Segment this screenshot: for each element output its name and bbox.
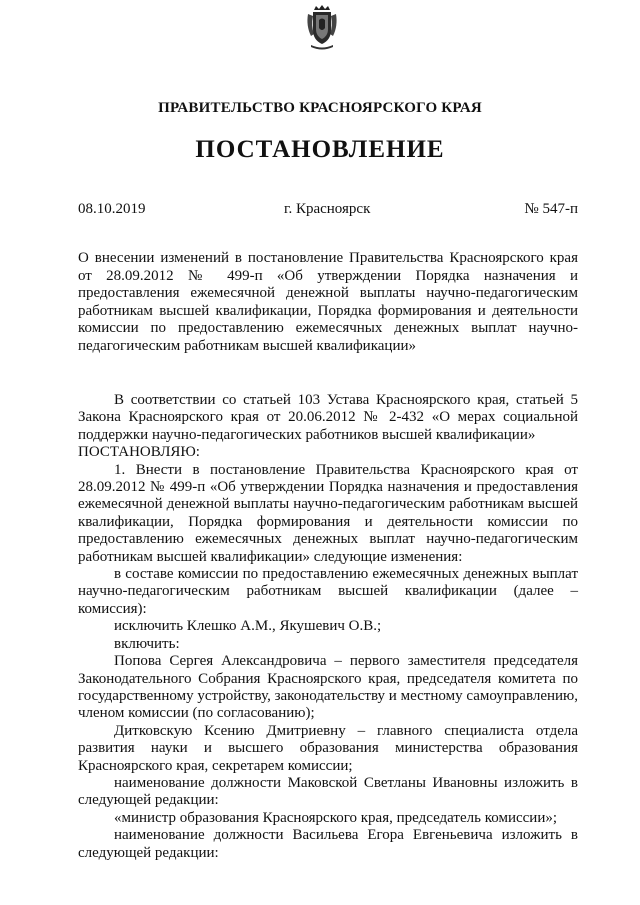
popov-paragraph: Попова Сергея Александровича – первого заместителя председателя Законодательного Собрания Красноярского края, председателя комитета по государственному устройству, законодательству и местному самоуправлению, членом комиссии (по согласованию);: [78, 653, 578, 722]
ditkovskaya-paragraph: Дитковскую Ксению Дмитриевну – главного специалиста отдела развития науки и высшего образования министерства образования Красноярского края, секретарем комиссии;: [78, 722, 578, 774]
vasiliev-paragraph: наименование должности Васильева Егора Евгеньевича изложить в следующей редакции:: [78, 827, 578, 861]
government-title: ПРАВИТЕЛЬСТВО КРАСНОЯРСКОГО КРАЯ: [158, 100, 482, 116]
coat-of-arms-icon: [305, 4, 339, 50]
exclude-paragraph: исключить Клешко А.М., Якушевич О.В.;: [114, 618, 382, 635]
item-1-paragraph: 1. Внести в постановление Правительства Красноярского края от 28.09.2012 № 499-п «Об утверждении Порядка назначения и предоставления ежемесячной денежной выплаты научно-педагогическим работникам высшей квалификации, Порядка формирования и деятельности комиссии по предоставлению ежемесячных денежных выплат научно-педагогическим работникам высшей квалификации» следующие изменения:: [78, 461, 578, 565]
makovskaya-paragraph: наименование должности Маковской Светланы Ивановны изложить в следующей редакции:: [78, 774, 578, 809]
minister-paragraph: «министр образования Красноярского края, председатель комиссии»;: [114, 809, 558, 826]
document-type: ПОСТАНОВЛЕНИЕ: [195, 136, 445, 163]
decree-word: ПОСТАНОВЛЯЮ:: [78, 444, 200, 461]
include-paragraph: включить:: [114, 635, 180, 652]
document-subject: О внесении изменений в постановление Правительства Красноярского края от 28.09.2012 № 499-п «Об утверждении Порядка назначения и предоставления ежемесячной денежной выплаты научно-педагогическим работникам высшей квалификации, Порядка формирования и деятельности комиссии по предоставлению ежемесячных денежных выплат научно-педагогическим работникам высшей квалификации»: [78, 250, 578, 354]
preamble-paragraph: В соответствии со статьей 103 Устава Красноярского края, статьей 5 Закона Красноярского края от 20.06.2012 № 2-432 «О мерах социальной поддержки научно-педагогических работников высшей квалификации»: [78, 392, 578, 443]
commission-paragraph: в составе комиссии по предоставлению ежемесячных денежных выплат научно-педагогическим работникам высшей квалификации (далее – комиссия):: [78, 566, 578, 617]
document-date: 08.10.2019: [78, 201, 146, 217]
document-city: г. Красноярск: [284, 201, 371, 217]
document-body: [78, 392, 578, 862]
document-number: № 547-п: [524, 201, 578, 217]
